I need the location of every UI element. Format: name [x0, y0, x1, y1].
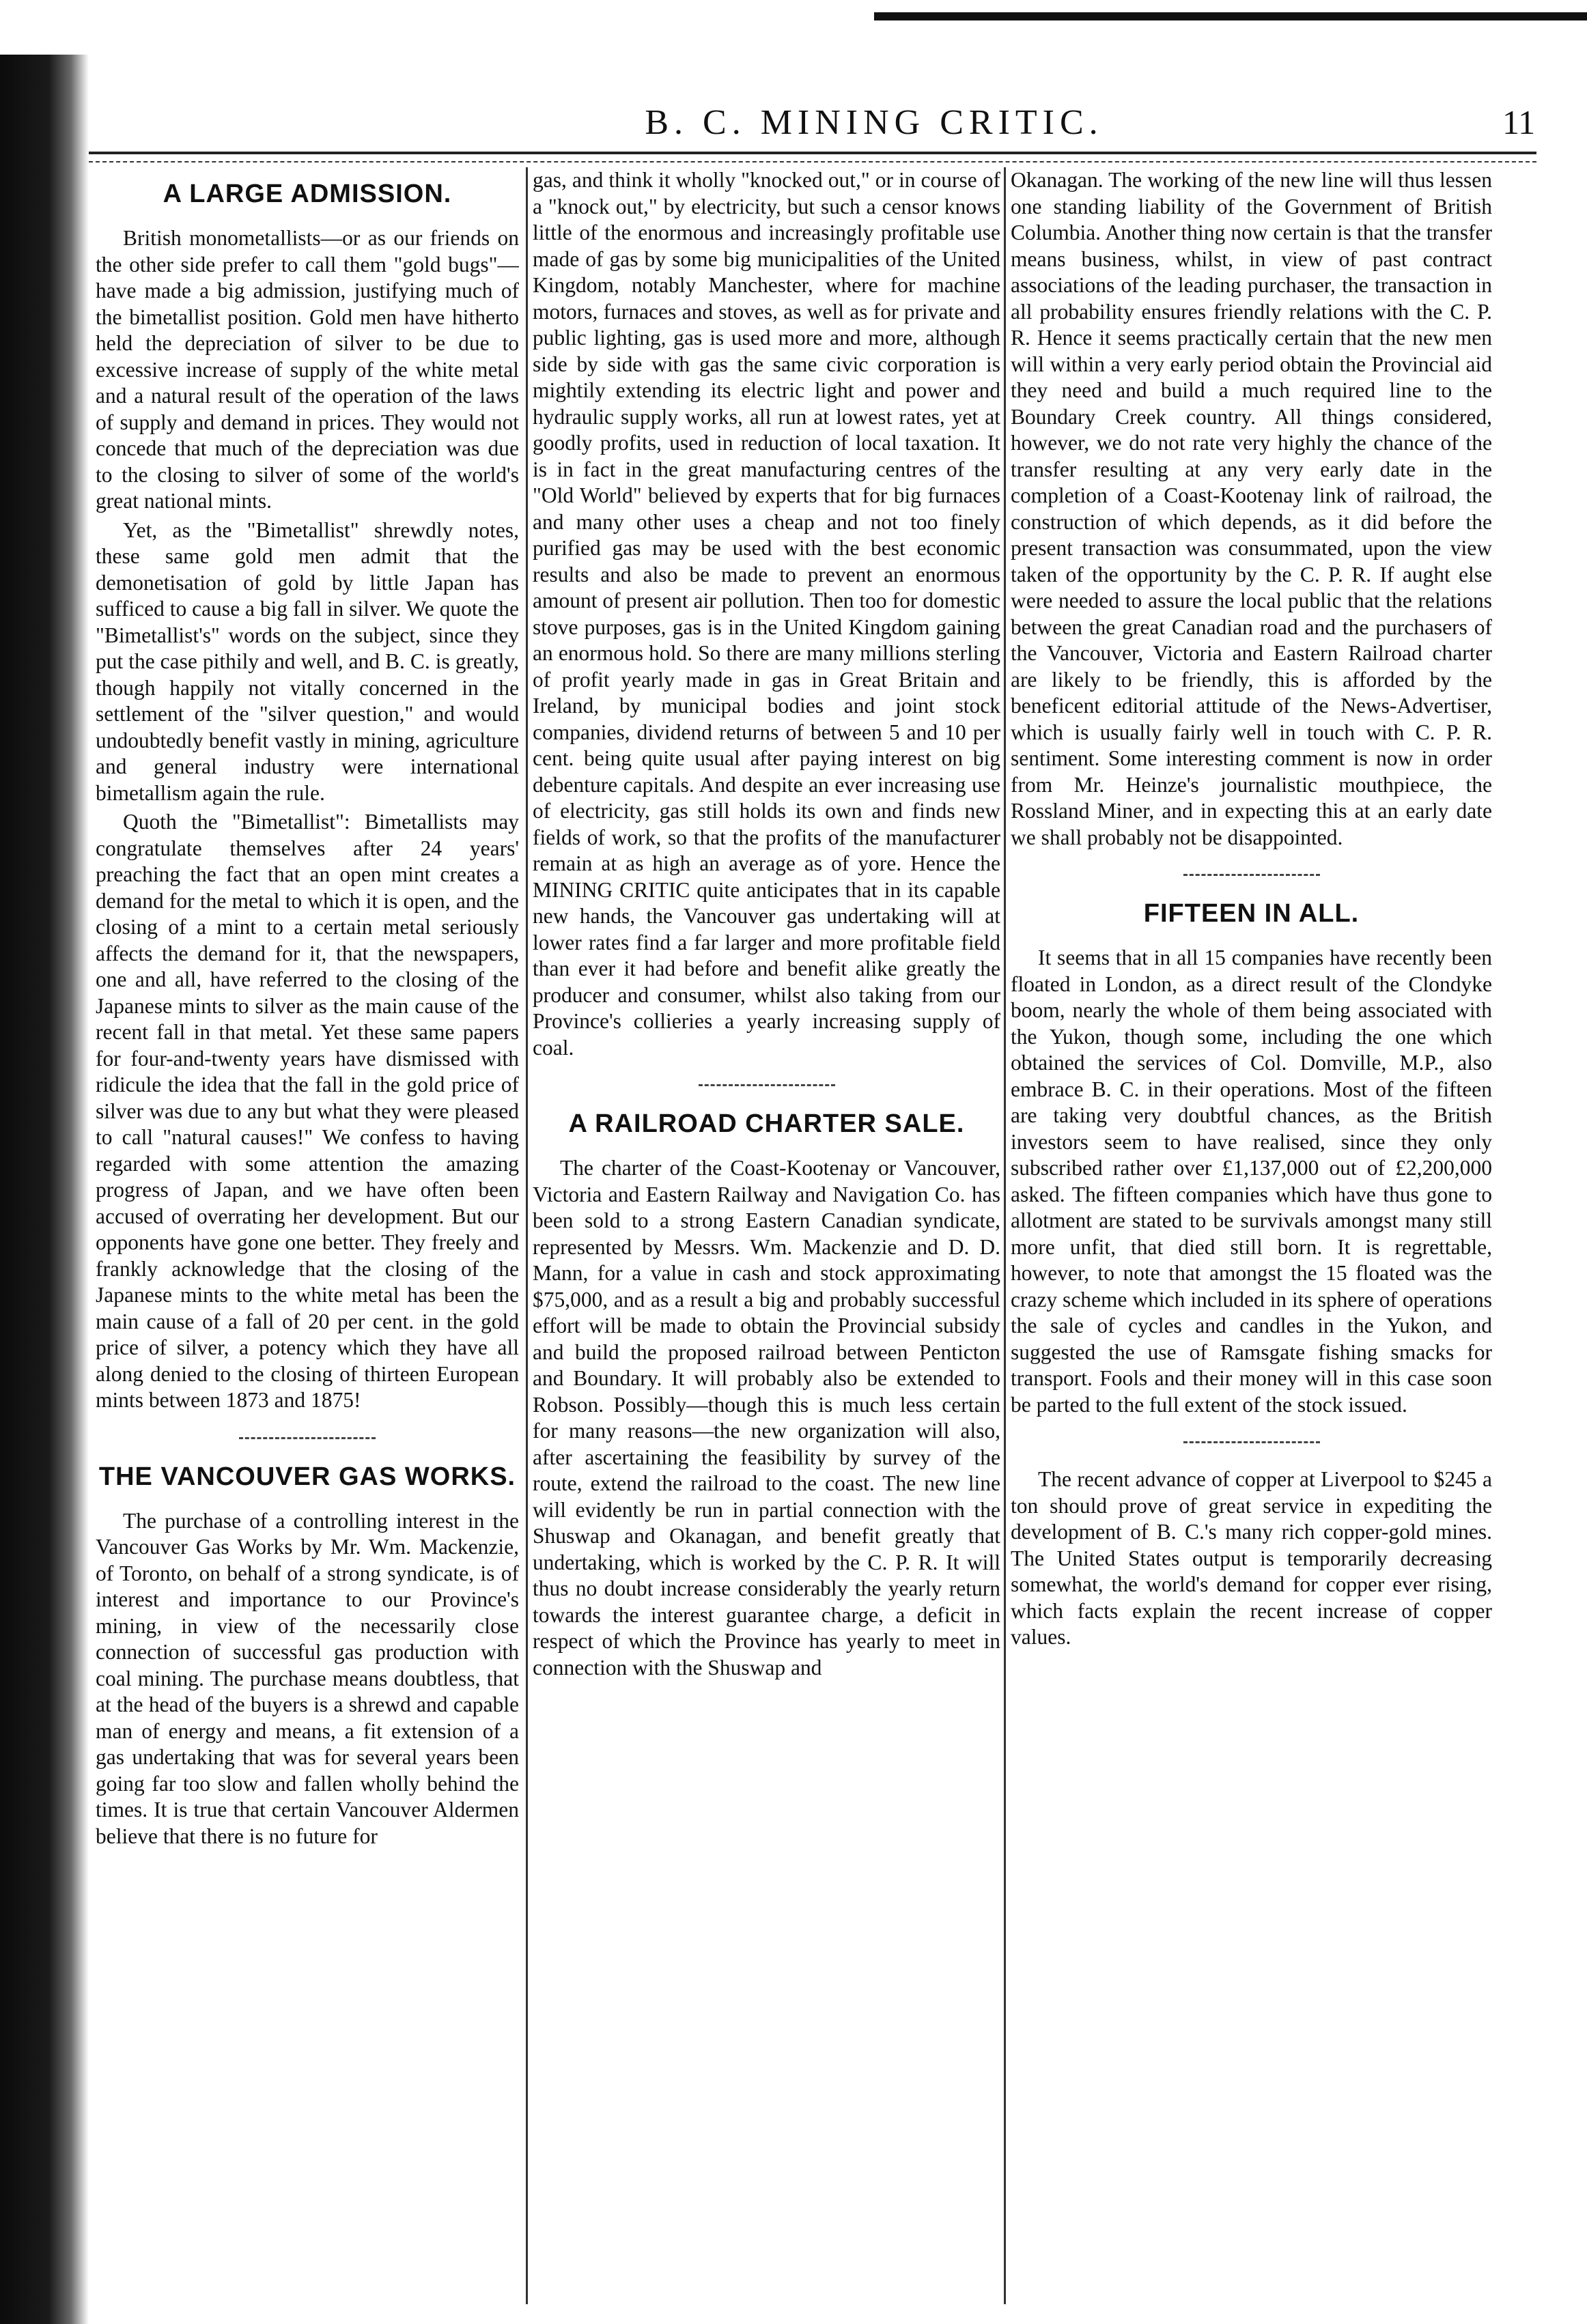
article-paragraph: Okanagan. The working of the new line will thus lessen one standing liability of the Government of British Columbia. Another thing now certain is that the transfer means business, whilst, in view of past contract associations of the leading purchaser, the transaction in all probability ensures friendly relations with the C. P. R. Hence it seems practically certain that the new men will within a very early period obtain the Provincial aid they need and build a much required line to the Boundary Creek country. All things considered, however, we do not rate very highly the chance of the transfer resulting at any very early date in the completion of a Coast-Kootenay link of railroad, the construction of which depends, as it did before the present transaction was consummated, upon the view taken of the opportunity by the C. P. R. If aught else were needed to assure the local public that the relations between the great Canadian road and the purchasers of the Vancouver, Victoria and Eastern Railroad charter are likely to be friendly, this is afforded by the beneficent editorial attitude of the News-Advertiser, which is usually fairly well in touch with C. P. R. sentiment. Some interesting comment is now in order from Mr. Heinze's journalistic mouthpiece, the Rossland Miner, and in expecting this at an early date we shall probably not be disappointed. [1011, 168, 1492, 849]
article-title: FIFTEEN IN ALL. [1143, 899, 1360, 928]
article-paragraph: The charter of the Coast-Kootenay or Vancouver, Victoria and Eastern Railway and Navigation Co. has been sold to a strong Eastern Canadian syndicate, represented by Messrs. Wm. Mackenzie and D. D. Mann, for a value in cash and stock approximating $75,000, and as a result a big and probably successful effort will be made to obtain the Provincial subsidy and build the proposed railroad between Penticton and Boundary. It will probably also be extended to Robson. Possibly—though this is much less certain for many reasons—the new organization will also, after ascertaining the feasibility by survey of the route, extend the railroad to the coast. The new line will evidently be run in partial connection with the Shuswap and Okanagan, and benefit greatly that undertaking, which is worked by the C. P. R. It will thus no doubt increase considerably the yearly return towards the interest guarantee charge, a deficit in respect of which the Province has yearly to meet in connection with the Shuswap and [533, 1156, 1000, 1680]
article-paragraph: The recent advance of copper at Liverpool to $245 a ton should prove of great service in expediting the development of B. C.'s many rich copper-gold mines. The United States output is temporarily decreasing somewhat, the world's demand for copper ever rising, which facts explain the recent increase of copper values. [1011, 1467, 1492, 1649]
top-edge-rule [874, 12, 1587, 20]
article-large-admission [96, 180, 519, 1414]
article-paragraph: Yet, as the "Bimetallist" shrewdly notes, these same gold men admit that the demonetisation of gold by little Japan has sufficed to cause a big fall in silver. We quote the "Bimetallist's" words on the subject, since they put the case pithily and well, and B. C. is greatly, though happily not vitally concerned in the settlement of the "silver question," and would undoubtedly benefit vastly in mining, agriculture and general industry were international bimetallism again the rule. [96, 518, 519, 805]
article-paragraph: It seems that in all 15 companies have recently been floated in London, as a direct result of the Clondyke boom, nearly the whole of them being associated with the Yukon, though some, including the one which obtained the services of Col. Domville, M.P., also embrace B. C. in their operations. Most of the fifteen are taking very doubtful chances, as the British investors seem to have realised, since they only subscribed rather over £1,137,000 out of £2,200,000 asked. The fifteen companies which have thus gone to allotment are stated to be survivals amongst many still more unfit, that died still born. It is regrettable, however, to note that amongst the 15 floated was the crazy scheme which included in its sphere of operations the sale of cycles and candles in the Yukon, and suggested the use of Ramsgate fishing smacks for transport. Fools and their money will in this case soon be parted to the full extent of the stock issued. [1011, 946, 1492, 1417]
article-vancouver-gas-works [96, 1462, 519, 1850]
article-paragraph: gas, and think it wholly "knocked out," or in course of a "knock out," by electricity, but such a censor knows little of the enormous and increasingly profitable use made of gas by some big municipalities of the United Kingdom, notably Manchester, where for machine motors, furnaces and stoves, as well as for private and public lighting, gas is used more and more, although side by side with gas the same civic corporation is mightily extending its electric light and power and hydraulic supply works, all run at lowest rates, yet at goodly profits, used in reduction of local taxation. It is in fact in the great manufacturing centres of the "Old World" believed by experts that for big furnaces and many other uses a cheap and not too finely purified gas may be used with the best economic results and also be made to prevent an enormous amount of present air pollution. Then too for domestic stove purposes, gas is in the United Kingdom gaining an enormous hold. So there are many millions sterling of profit yearly made in gas in Great Britain and Ireland, by municipal bodies and joint stock companies, dividend returns of between 5 and 10 per cent. being quite usual after paying interest on big debenture capitals. And despite an ever increasing use of electricity, gas still holds its own and finds new fields of work, so that the profits of the manufacturer remain at as high an average as of yore. Hence the MINING CRITIC quite anticipates that in its capable new hands, the Vancouver gas undertaking will at lower rates find a far larger and more profitable field than ever it had before and benefit alike greatly the producer and consumer, whilst also taking from our Province's collieries a yearly increasing supply of coal. [533, 168, 1000, 1060]
masthead-title: B. C. MINING CRITIC. [645, 103, 1104, 142]
article-fifteen-in-all [1011, 899, 1492, 1418]
article-title: A LARGE ADMISSION. [163, 180, 452, 208]
page-number: 11 [1502, 103, 1536, 141]
section-separator [239, 1437, 376, 1439]
column-divider-1 [526, 167, 528, 2304]
section-separator [1183, 1441, 1320, 1443]
column-1 [96, 167, 519, 2311]
article-paragraph: The purchase of a controlling interest in the Vancouver Gas Works by Mr. Wm. Mackenzie, of Toronto, on behalf of a strong syndicate, is of interest and importance to our Province's mining, in view of the necessarily close connection of successful gas production with coal mining. The purchase means doubtless, that at the head of the buyers is a shrewd and capable man of energy and means, a fit extension of a gas undertaking that was for several years been going far too slow and fallen wholly behind the times. It is true that certain Vancouver Aldermen believe that there is no future for [96, 1508, 519, 1848]
page-header [0, 102, 1587, 143]
header-rule-dashed [89, 161, 1536, 162]
scan-binding-shadow [0, 55, 89, 2324]
section-separator [1183, 874, 1320, 876]
article-title: A RAILROAD CHARTER SALE. [568, 1109, 965, 1138]
article-copper-note [1011, 1466, 1492, 1651]
column-2 [533, 167, 1000, 2311]
column-divider-2 [1004, 167, 1006, 2304]
article-title: THE VANCOUVER GAS WORKS. [98, 1462, 516, 1491]
article-railroad-continued [1011, 167, 1492, 851]
article-gas-works-continued [533, 167, 1000, 1061]
article-paragraph: British monometallists—or as our friends on the other side prefer to call them "gold bugs"—have made a big admission, justifying much of the bimetallist position. Gold men have hitherto held the depreciation of silver to be due to excessive increase of supply of the white metal and a natural result of the operation of the laws of supply and demand in prices. They would not concede that much of the depreciation was due to the closing to silver of some of the world's great national mints. [96, 226, 519, 513]
article-railroad-charter-sale [533, 1109, 1000, 1681]
section-separator [699, 1084, 835, 1086]
header-rule [89, 152, 1536, 154]
article-paragraph: Quoth the "Bimetallist": Bimetallists may congratulate themselves after 24 years' preaching the fact that an open mint creates a demand for the metal to which it is open, and the closing of a mint to a certain metal seriously affects the demand for it, that the newspapers, one and all, have referred to the closing of the Japanese mints to silver as the main cause of the recent fall in that metal. Yet these same papers for four-and-twenty years have dismissed with ridicule the idea that the fall in the gold price of silver was due to any but what they were pleased to call "natural causes!" We confess to having regarded with some attention the amazing progress of Japan, and we have often been accused of overrating her development. But our opponents have gone one better. They freely and frankly acknowledge that the closing of the Japanese mints to the white metal has been the main cause of a fall of 20 per cent. in the gold price of silver, a potency which they have all along denied to the closing of thirteen European mints between 1873 and 1875! [96, 810, 519, 1412]
column-3 [1011, 167, 1492, 2311]
